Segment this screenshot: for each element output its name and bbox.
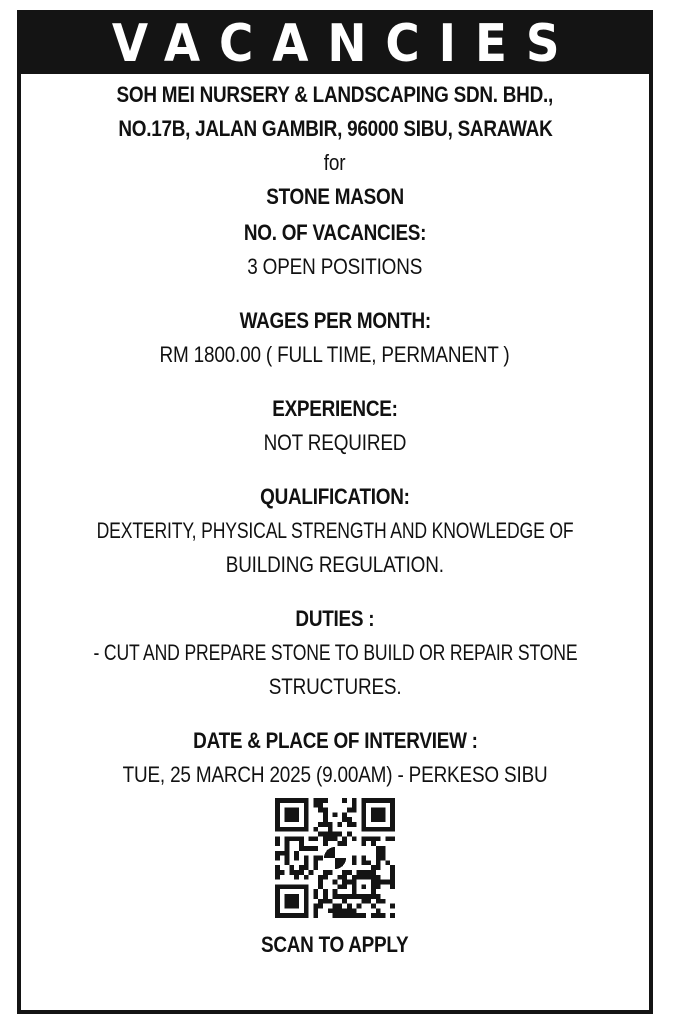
- qr-code-icon[interactable]: [275, 798, 395, 918]
- vacancy-advertisement: [17, 10, 653, 1014]
- position-title: STONE MASON: [266, 184, 404, 209]
- ad-content: [21, 78, 649, 962]
- vacancies-label: NO. OF VACANCIES:: [243, 220, 427, 245]
- duties-line-1: - CUT AND PREPARE STONE TO BUILD OR REPAIR STONE: [93, 640, 577, 665]
- interview-label: DATE & PLACE OF INTERVIEW :: [192, 728, 478, 753]
- interview-value: TUE, 25 MARCH 2025 (9.00AM) - PERKESO SIBU: [122, 762, 548, 787]
- vacancies-value: 3 OPEN POSITIONS: [247, 254, 423, 279]
- scan-to-apply-label: SCAN TO APPLY: [261, 932, 409, 957]
- qualification-line-1: DEXTERITY, PHYSICAL STRENGTH AND KNOWLEDGE OF: [96, 518, 574, 543]
- wages-label: WAGES PER MONTH:: [239, 308, 431, 333]
- header-bar: [21, 14, 649, 74]
- header-title: VACANCIES: [112, 14, 579, 74]
- experience-label: EXPERIENCE:: [272, 396, 398, 421]
- duties-label: DUTIES :: [295, 606, 375, 631]
- experience-value: NOT REQUIRED: [263, 430, 407, 455]
- company-address: NO.17B, JALAN GAMBIR, 96000 SIBU, SARAWAK: [117, 116, 553, 141]
- qualification-line-2: BUILDING REGULATION.: [225, 552, 445, 577]
- wages-value: RM 1800.00 ( FULL TIME, PERMANENT ): [159, 342, 511, 367]
- for-label: for: [324, 150, 346, 175]
- qr-code-wrapper: [21, 798, 649, 918]
- qualification-label: QUALIFICATION:: [260, 484, 410, 509]
- company-name: SOH MEI NURSERY & LANDSCAPING SDN. BHD.,: [116, 82, 554, 107]
- duties-line-2: STRUCTURES.: [268, 674, 402, 699]
